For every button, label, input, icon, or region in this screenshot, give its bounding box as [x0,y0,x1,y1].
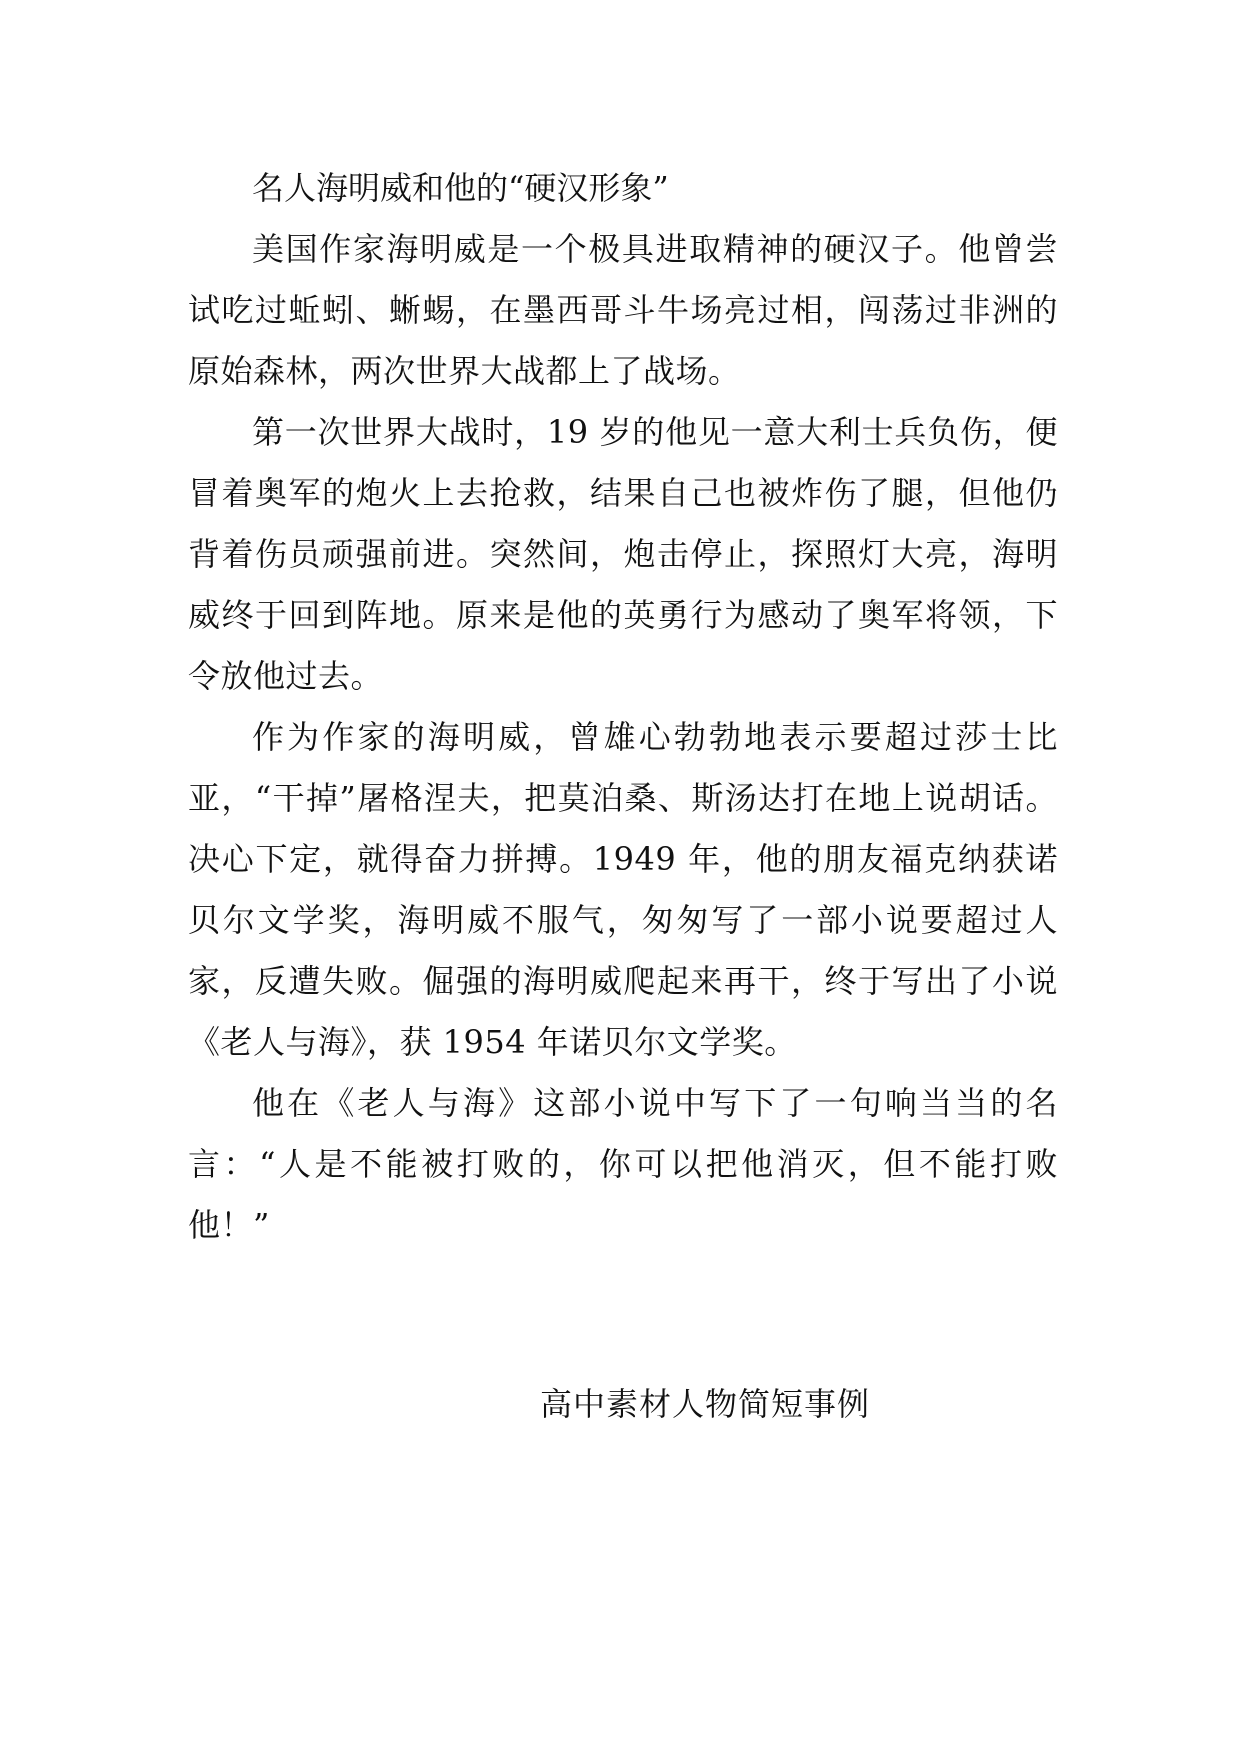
document-footer-title: 高中素材人物简短事例 [540,1385,871,1423]
article-title: 名人海明威和他的“硬汉形象” [252,169,669,207]
paragraph-writer: 作为作家的海明威，曾雄心勃勃地表示要超过莎士比亚，“干掉”屠格涅夫，把莫泊桑、斯汤达打在地上说胡话。决心下定，就得奋力拼搏。1949 年，他的朋友福克纳获诺贝尔文学奖，海明威不服气，匆匆写了一部小说要超过人家，反遭失败。倔强的海明威爬起来再干，终于写出了小说《老人与海》，获 1954 年诺贝尔文学奖。 [188,718,1058,1061]
paragraph-ww1: 第一次世界大战时，19 岁的他见一意大利士兵负伤，便冒着奥军的炮火上去抢救，结果自己也被炸伤了腿，但他仍背着伤员顽强前进。突然间，炮击停止，探照灯大亮，海明威终于回到阵地。原来是他的英勇行为感动了奥军将领，下令放他过去。 [188,413,1058,695]
document-body [188,158,1058,1256]
paragraph-quote: 他在《老人与海》这部小说中写下了一句响当当的名言：“人是不能被打败的，你可以把他消灭，但不能打败他！” [188,1084,1058,1244]
paragraph-intro: 美国作家海明威是一个极具进取精神的硬汉子。他曾尝试吃过蚯蚓、蜥蜴，在墨西哥斗牛场亮过相，闯荡过非洲的原始森林，两次世界大战都上了战场。 [188,230,1058,390]
